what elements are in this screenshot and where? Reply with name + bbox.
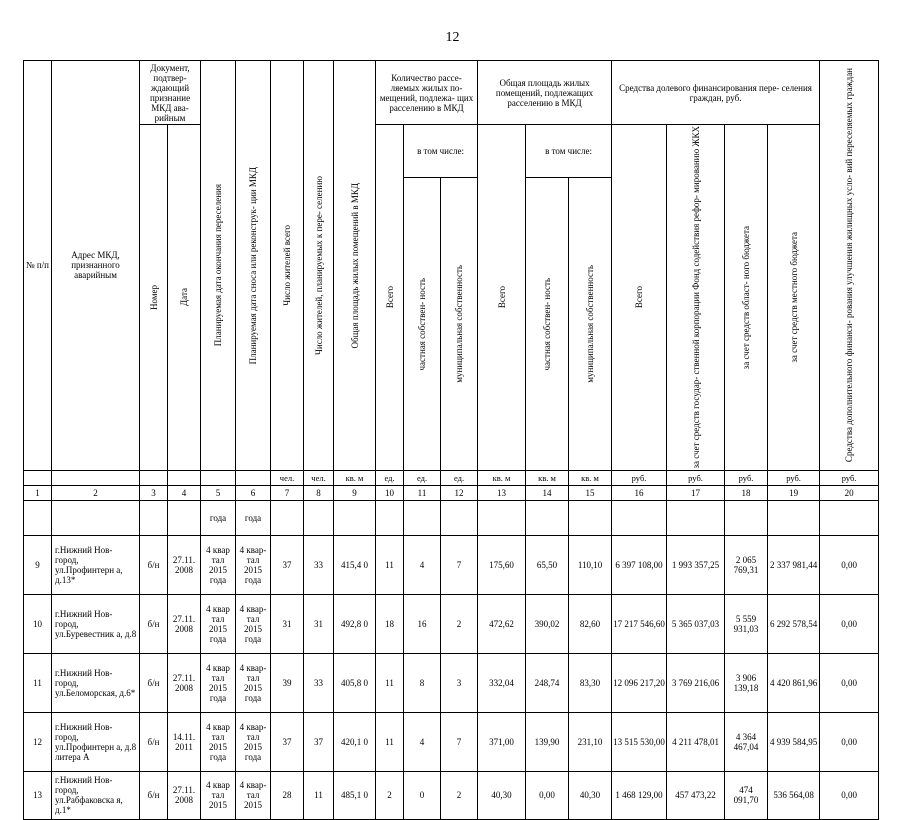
- row-fund-local: 4 420 861,96: [768, 653, 820, 712]
- index-cell: 1: [24, 485, 52, 500]
- row-fund-local: 4 939 584,95: [768, 712, 820, 771]
- header-document: Документ, подтвер- ждающий признание МКД ава- рийным: [140, 61, 201, 125]
- row-fund-local: 2 337 981,44: [768, 535, 820, 594]
- row-residents: 39: [271, 653, 304, 712]
- header-demolition-date: Планируемая дата сноса или реконструк- ции МКД: [236, 61, 271, 471]
- row-count-private: 4: [404, 535, 441, 594]
- row-additional-funding: 0,00: [820, 594, 879, 653]
- row-area-municipal: 82,60: [569, 594, 612, 653]
- header-address: Адрес МКД, признанного аварийным: [52, 61, 140, 471]
- unit-cell: [52, 470, 140, 485]
- row-total-area: 420,1 0: [334, 712, 376, 771]
- row-residents: 31: [271, 594, 304, 653]
- unit-cell: ед.: [376, 470, 404, 485]
- row-fund-regional: 474 091,70: [725, 771, 768, 819]
- row-area-private: 65,50: [526, 535, 569, 594]
- row-resettled: 33: [304, 535, 334, 594]
- row-area-private: 248,74: [526, 653, 569, 712]
- header-count-total: Всего: [376, 125, 404, 471]
- row-count-total: 11: [376, 535, 404, 594]
- page-number: 12: [445, 30, 460, 45]
- header-residents: Число жителей всего: [271, 61, 304, 471]
- index-cell: 18: [725, 485, 768, 500]
- row-demolition-date: 4 квар- тал 2015: [236, 771, 271, 819]
- row-doc-number: б/н: [140, 594, 168, 653]
- unit-cell: руб.: [612, 470, 667, 485]
- index-cell: 11: [404, 485, 441, 500]
- row-end-date: 4 квар тал 2015 года: [201, 594, 236, 653]
- table-row: [24, 535, 879, 594]
- row-address: г.Нижний Нов- город, ул.Профинтерн а, д.8 литера А: [52, 712, 140, 771]
- unit-cell: чел.: [271, 470, 304, 485]
- header-fund-total: Всего: [612, 125, 667, 471]
- header-area-private: частная собствен- ность: [526, 178, 569, 470]
- unit-cell: чел.: [304, 470, 334, 485]
- index-cell: 15: [569, 485, 612, 500]
- unit-cell: [140, 470, 168, 485]
- row-count-municipal: 7: [441, 535, 478, 594]
- row-area-municipal: 83,30: [569, 653, 612, 712]
- row-number: 13: [24, 771, 52, 819]
- row-area-total: 175,60: [478, 535, 526, 594]
- row-residents: 37: [271, 712, 304, 771]
- unit-cell: ед.: [441, 470, 478, 485]
- row-count-total: 11: [376, 712, 404, 771]
- header-funding-group: Средства долевого финансирования пере- селения граждан, руб.: [612, 61, 820, 125]
- row-demolition-date: 4 квар- тал 2015 года: [236, 594, 271, 653]
- row-area-private: 390,02: [526, 594, 569, 653]
- row-fund-federal: 457 473,22: [667, 771, 725, 819]
- unit-cell: руб.: [768, 470, 820, 485]
- table-row: [24, 653, 879, 712]
- row-address: г.Нижний Нов- город, ул.Буревестник а, д.8: [52, 594, 140, 653]
- header-end-date: Планируемая дата окончания переселения: [201, 61, 236, 471]
- row-fund-regional: 5 559 931,03: [725, 594, 768, 653]
- row-area-total: 472,62: [478, 594, 526, 653]
- row-doc-date: 27.11. 2008: [168, 653, 201, 712]
- row-fund-total: 12 096 217,20: [612, 653, 667, 712]
- header-doc-date: Дата: [168, 125, 201, 471]
- row-fund-federal: 1 993 357,25: [667, 535, 725, 594]
- header-area-group: Общая площадь жилых помещений, подлежащих расселению в МКД: [478, 61, 612, 125]
- row-resettled: 11: [304, 771, 334, 819]
- row-area-private: 0,00: [526, 771, 569, 819]
- row-fund-total: 6 397 108,00: [612, 535, 667, 594]
- index-row: [24, 485, 879, 500]
- index-cell: 8: [304, 485, 334, 500]
- row-fund-total: 13 515 530,00: [612, 712, 667, 771]
- header-area-incl: в том числе:: [526, 125, 612, 178]
- row-residents: 28: [271, 771, 304, 819]
- row-address: г.Нижний Нов- город, ул.Рабфаковска я, д.1*: [52, 771, 140, 819]
- row-demolition-date: 4 квар- тал 2015 года: [236, 535, 271, 594]
- index-cell: 20: [820, 485, 879, 500]
- unit-cell: [201, 470, 236, 485]
- header-area-total: Всего: [478, 125, 526, 471]
- row-additional-funding: 0,00: [820, 771, 879, 819]
- header-fund-local: за счет средств местного бюджета: [768, 125, 820, 471]
- table-row: [24, 771, 879, 819]
- header-number: № п/п: [24, 61, 52, 471]
- header-count-municipal: муниципальная собственность: [441, 178, 478, 470]
- unit-cell: руб.: [820, 470, 879, 485]
- unit-cell: [168, 470, 201, 485]
- row-area-municipal: 110,10: [569, 535, 612, 594]
- row-fund-local: 6 292 578,54: [768, 594, 820, 653]
- index-cell: 14: [526, 485, 569, 500]
- row-fund-federal: 5 365 037,03: [667, 594, 725, 653]
- header-count-private: частная собствен- ность: [404, 178, 441, 470]
- unit-cell: [24, 470, 52, 485]
- row-area-total: 332,04: [478, 653, 526, 712]
- row-fund-regional: 3 906 139,18: [725, 653, 768, 712]
- row-end-date: 4 квар тал 2015 года: [201, 535, 236, 594]
- row-count-private: 8: [404, 653, 441, 712]
- unit-cell: кв. м: [478, 470, 526, 485]
- index-cell: 12: [441, 485, 478, 500]
- row-end-date: 4 квар тал 2015 года: [201, 653, 236, 712]
- row-area-municipal: 231,10: [569, 712, 612, 771]
- row-count-total: 11: [376, 653, 404, 712]
- row-total-area: 405,8 0: [334, 653, 376, 712]
- row-doc-number: б/н: [140, 771, 168, 819]
- row-count-municipal: 3: [441, 653, 478, 712]
- row-count-municipal: 7: [441, 712, 478, 771]
- header-area-municipal: муниципальная собственность: [569, 178, 612, 470]
- header-count-incl: в том числе:: [404, 125, 478, 178]
- header-count-group: Количество рассе- ляемых жилых по- мещений, подлежа- щих расселению в МКД: [376, 61, 478, 125]
- row-count-private: 4: [404, 712, 441, 771]
- row-number: 12: [24, 712, 52, 771]
- fragment-end-date: года: [201, 500, 236, 535]
- row-area-total: 40,30: [478, 771, 526, 819]
- index-cell: 3: [140, 485, 168, 500]
- row-end-date: 4 квар тал 2015: [201, 771, 236, 819]
- row-resettled: 37: [304, 712, 334, 771]
- row-doc-number: б/н: [140, 653, 168, 712]
- row-doc-date: 27.11. 2008: [168, 594, 201, 653]
- header-resettled: Число жителей, планируемых к пере- селению: [304, 61, 334, 471]
- row-count-private: 0: [404, 771, 441, 819]
- unit-cell: кв. м: [569, 470, 612, 485]
- table-row: [24, 712, 879, 771]
- row-additional-funding: 0,00: [820, 653, 879, 712]
- index-cell: 9: [334, 485, 376, 500]
- row-address: г.Нижний Нов- город, ул.Профинтерн а, д.13*: [52, 535, 140, 594]
- row-address: г.Нижний Нов- город, ул.Беломорская, д.6*: [52, 653, 140, 712]
- fragment-row: [24, 500, 879, 535]
- row-doc-date: 27.11. 2008: [168, 771, 201, 819]
- index-cell: 5: [201, 485, 236, 500]
- row-doc-date: 14.11. 2011: [168, 712, 201, 771]
- row-area-municipal: 40,30: [569, 771, 612, 819]
- row-fund-total: 17 217 546,60: [612, 594, 667, 653]
- index-cell: 10: [376, 485, 404, 500]
- index-cell: 13: [478, 485, 526, 500]
- row-count-total: 18: [376, 594, 404, 653]
- row-total-area: 485,1 0: [334, 771, 376, 819]
- header-doc-number: Номер: [140, 125, 168, 471]
- unit-cell: кв. м: [526, 470, 569, 485]
- row-doc-date: 27.11. 2008: [168, 535, 201, 594]
- row-demolition-date: 4 квар- тал 2015 года: [236, 712, 271, 771]
- index-cell: 2: [52, 485, 140, 500]
- row-area-private: 139,90: [526, 712, 569, 771]
- row-fund-federal: 3 769 216,06: [667, 653, 725, 712]
- header-fund-federal: за счет средств государ- ственной корпорации Фонд содействия рефор- мированию ЖКХ: [667, 125, 725, 471]
- unit-cell: ед.: [404, 470, 441, 485]
- row-fund-regional: 4 364 467,04: [725, 712, 768, 771]
- header-additional-funding: Средства дополнительного финанси- рования улучшения жилищных усло- вий переселяемых граждан: [820, 61, 879, 471]
- row-resettled: 31: [304, 594, 334, 653]
- row-additional-funding: 0,00: [820, 712, 879, 771]
- row-resettled: 33: [304, 653, 334, 712]
- units-row: [24, 470, 879, 485]
- index-cell: 7: [271, 485, 304, 500]
- index-cell: 17: [667, 485, 725, 500]
- row-demolition-date: 4 квар- тал 2015 года: [236, 653, 271, 712]
- row-number: 10: [24, 594, 52, 653]
- row-fund-regional: 2 065 769,31: [725, 535, 768, 594]
- row-doc-number: б/н: [140, 712, 168, 771]
- row-number: 11: [24, 653, 52, 712]
- row-fund-federal: 4 211 478,01: [667, 712, 725, 771]
- header-total-area: Общая площадь жилых помещений в МКД: [334, 61, 376, 471]
- row-count-municipal: 2: [441, 771, 478, 819]
- row-additional-funding: 0,00: [820, 535, 879, 594]
- row-total-area: 415,4 0: [334, 535, 376, 594]
- table-row: [24, 594, 879, 653]
- index-cell: 4: [168, 485, 201, 500]
- row-residents: 37: [271, 535, 304, 594]
- row-end-date: 4 квар тал 2015 года: [201, 712, 236, 771]
- row-total-area: 492,8 0: [334, 594, 376, 653]
- unit-cell: руб.: [725, 470, 768, 485]
- header-fund-regional: за счет средств област- ного бюджета: [725, 125, 768, 471]
- row-count-private: 16: [404, 594, 441, 653]
- row-count-total: 2: [376, 771, 404, 819]
- unit-cell: руб.: [667, 470, 725, 485]
- unit-cell: кв. м: [334, 470, 376, 485]
- unit-cell: [236, 470, 271, 485]
- row-number: 9: [24, 535, 52, 594]
- resettlement-table: [23, 60, 879, 820]
- row-fund-local: 536 564,08: [768, 771, 820, 819]
- index-cell: 6: [236, 485, 271, 500]
- index-cell: 19: [768, 485, 820, 500]
- row-area-total: 371,00: [478, 712, 526, 771]
- row-count-municipal: 2: [441, 594, 478, 653]
- index-cell: 16: [612, 485, 667, 500]
- fragment-demolition-date: года: [236, 500, 271, 535]
- row-doc-number: б/н: [140, 535, 168, 594]
- row-fund-total: 1 468 129,00: [612, 771, 667, 819]
